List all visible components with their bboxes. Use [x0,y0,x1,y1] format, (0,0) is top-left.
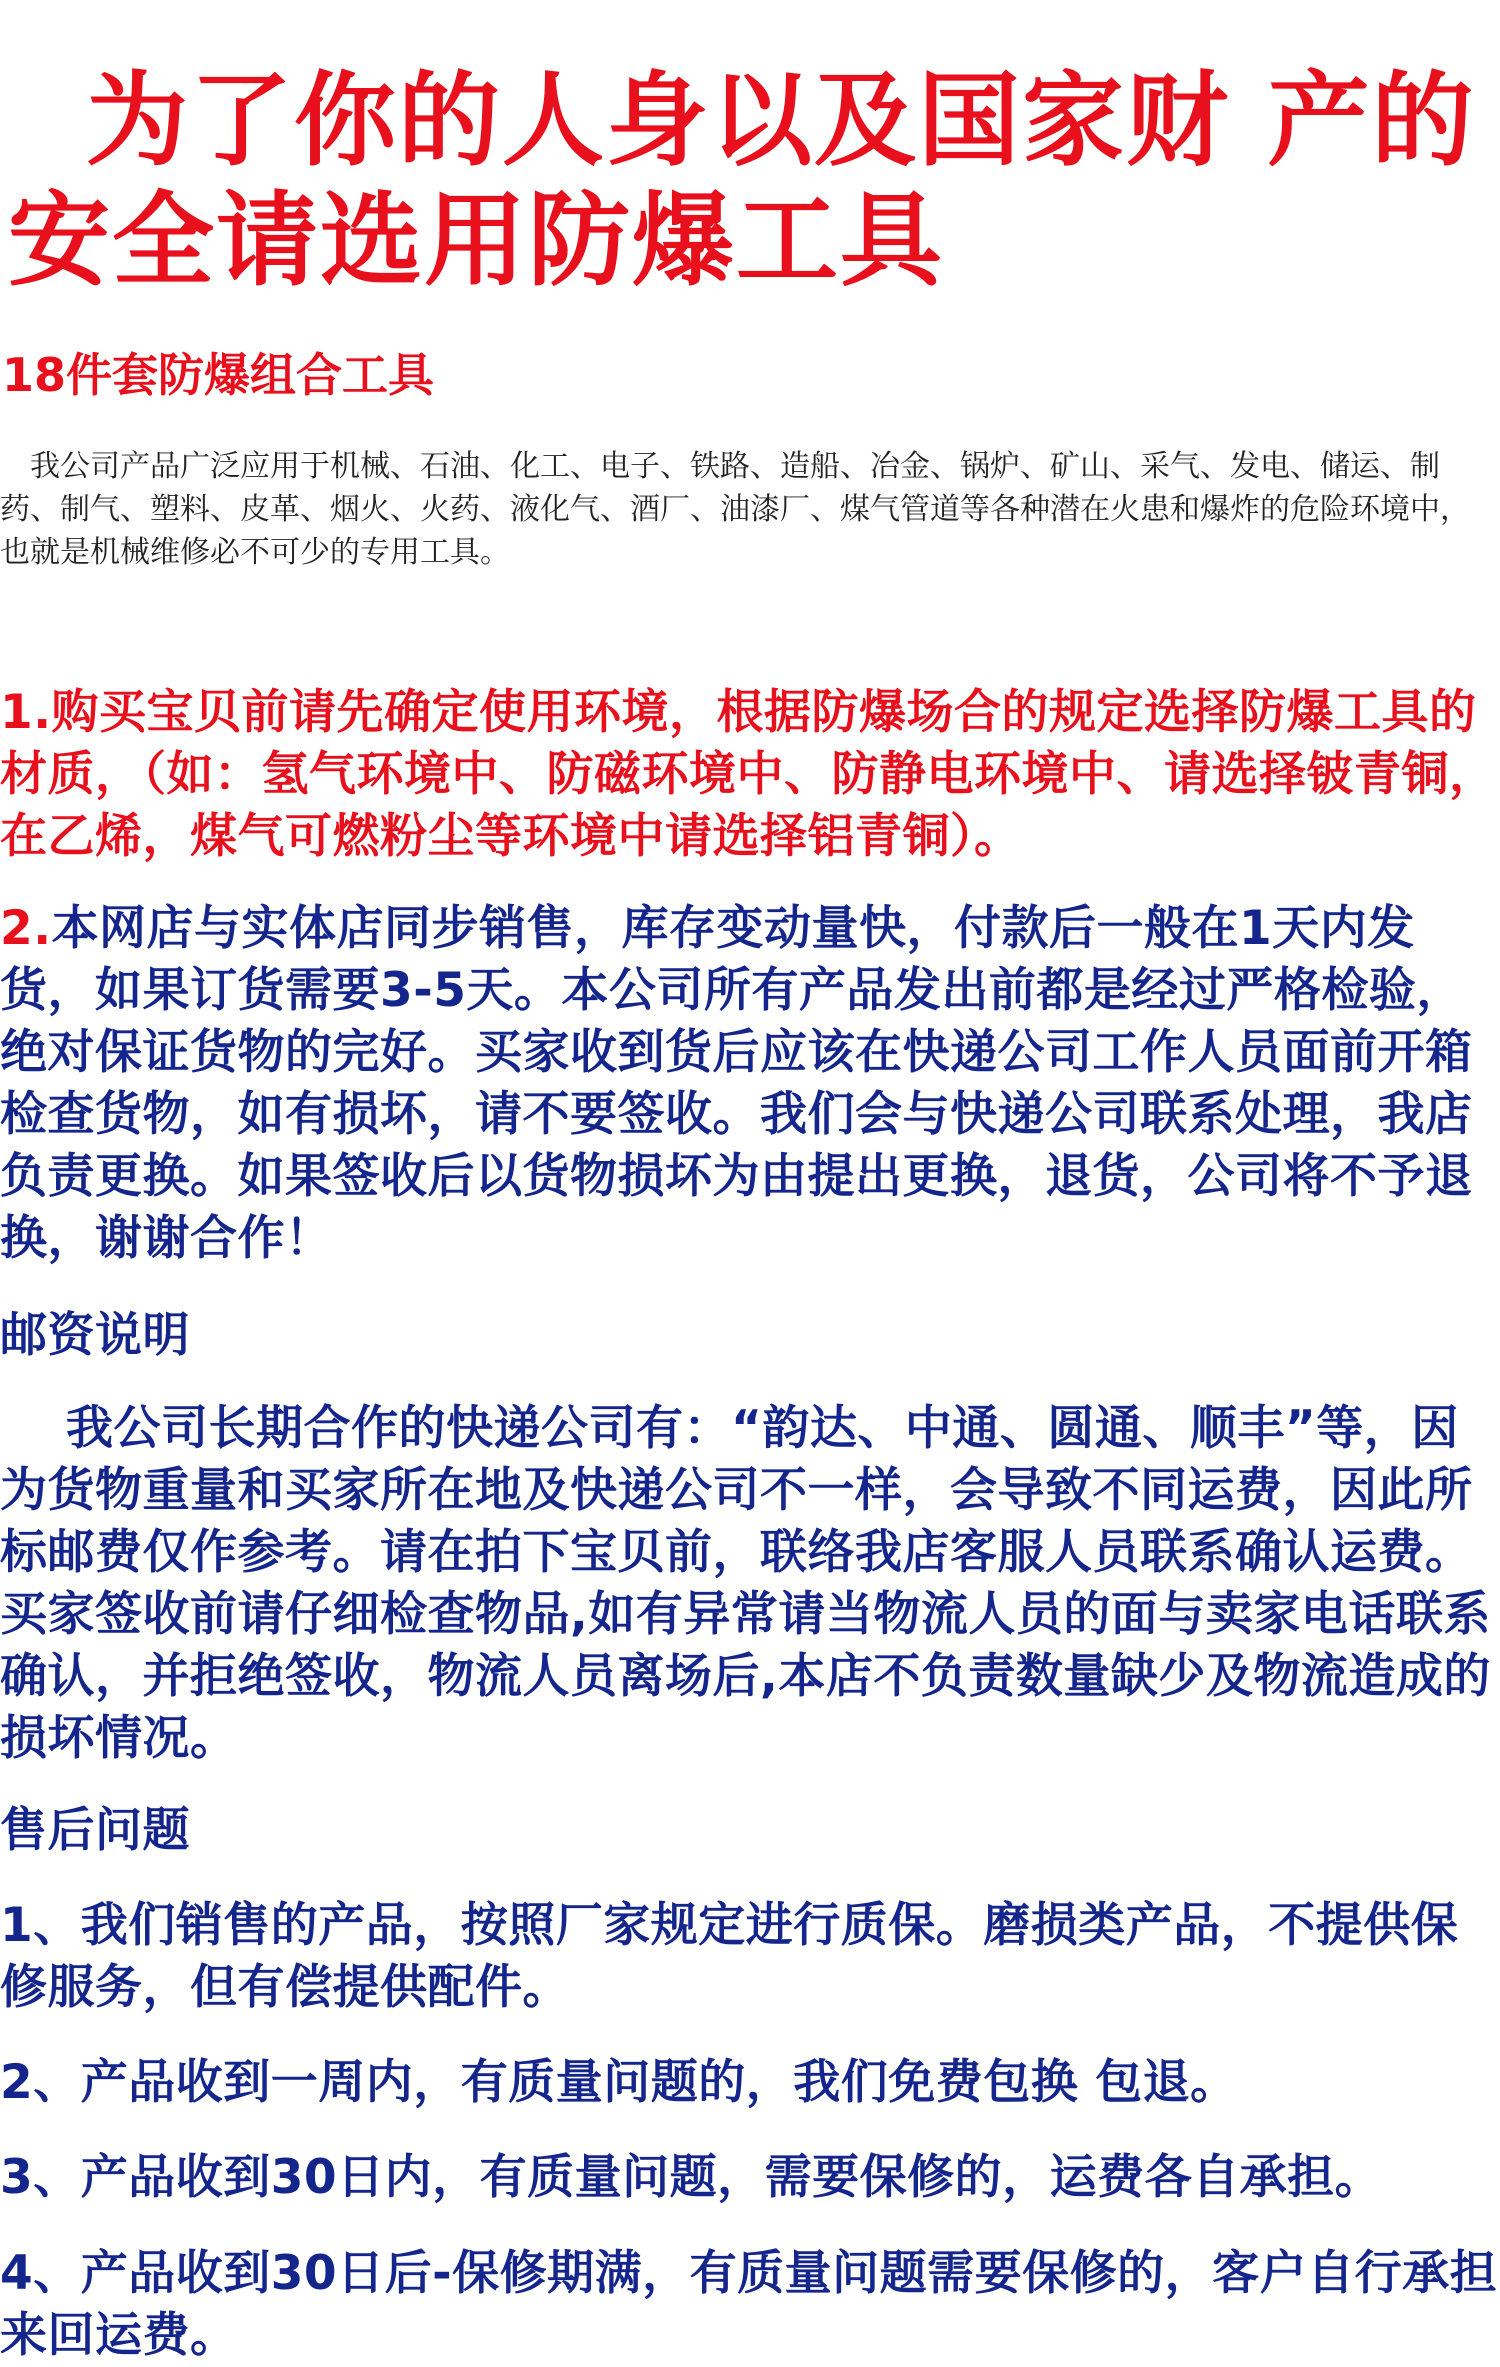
headline-line-2: 安全请选用防爆工具 [8,182,944,301]
after-sales-item-1: 1、我们销售的产品，按照厂家规定进行质保。磨损类产品，不提供保修服务，但有偿提供配件。 [0,1898,1459,2015]
purchase-notice-2 [0,898,1498,1270]
purchase-notice-1: 1.购买宝贝前请先确定使用环境，根据防爆场合的规定选择防爆工具的材质，（如：氢气环境中、防磁环境中、防静电环境中、请选择铍青铜，在乙烯，煤气可燃粉尘等环境中请选择铝青铜）。 [0,685,1497,864]
postage-paragraph: 我公司长期合作的快递公司有：“韵达、中通、圆通、顺丰”等，因为货物重量和买家所在地及快递公司不一样，会导致不同运费，因此所标邮费仅作参考。请在拍下宝贝前，联络我店客服人员联系确认运费。买家签收前请仔细检查物品,如有异常请当物流人员的面与卖家电话联系确认，并拒绝签收，物流人员离场后,本店不负责数量缺少及物流造成的损坏情况。 [0,1401,1491,1766]
after-sales-item-4: 4、产品收到30日后-保修期满，有质量问题需要保修的，客户自行承担来回运费。 [0,2246,1498,2363]
notice-2-number: 2. [0,901,52,956]
after-sales-heading: 售后问题 [0,1803,190,1858]
after-sales-item-2: 2、产品收到一周内，有质量问题的，我们免费包换 包退。 [0,2055,1238,2110]
postage-heading: 邮资说明 [0,1308,190,1363]
company-intro-paragraph: 我公司产品广泛应用于机械、石油、化工、电子、铁路、造船、冶金、锅炉、矿山、采气、发电、储运、制药、制气、塑料、皮革、烟火、火药、液化气、酒厂、油漆厂、煤气管道等各种潜在火患和爆炸的危险环境中，也就是机械维修必不可少的专用工具。 [0,449,1470,570]
product-subtitle: 18件套防爆组合工具 [2,348,435,402]
after-sales-item-3: 3、产品收到30日内，有质量问题，需要保修的，运费各自承担。 [0,2150,1383,2205]
safety-headline [8,62,1488,302]
notice-2-text: 本网店与实体店同步销售，库存变动量快，付款后一般在1天内发货，如果订货需要3-5天。本公司所有产品发出前都是经过严格检验，绝对保证货物的完好。买家收到货后应该在快递公司工作人员面前开箱检查货物，如有损坏，请不要签收。我们会与快递公司联系处理，我店负责更换。如果签收后以货物损坏为由提出更换，退货，公司将不予退换，谢谢合作！ [0,901,1473,1266]
headline-line-1: 为了你的人身以及国家财 产的 [86,62,1476,181]
